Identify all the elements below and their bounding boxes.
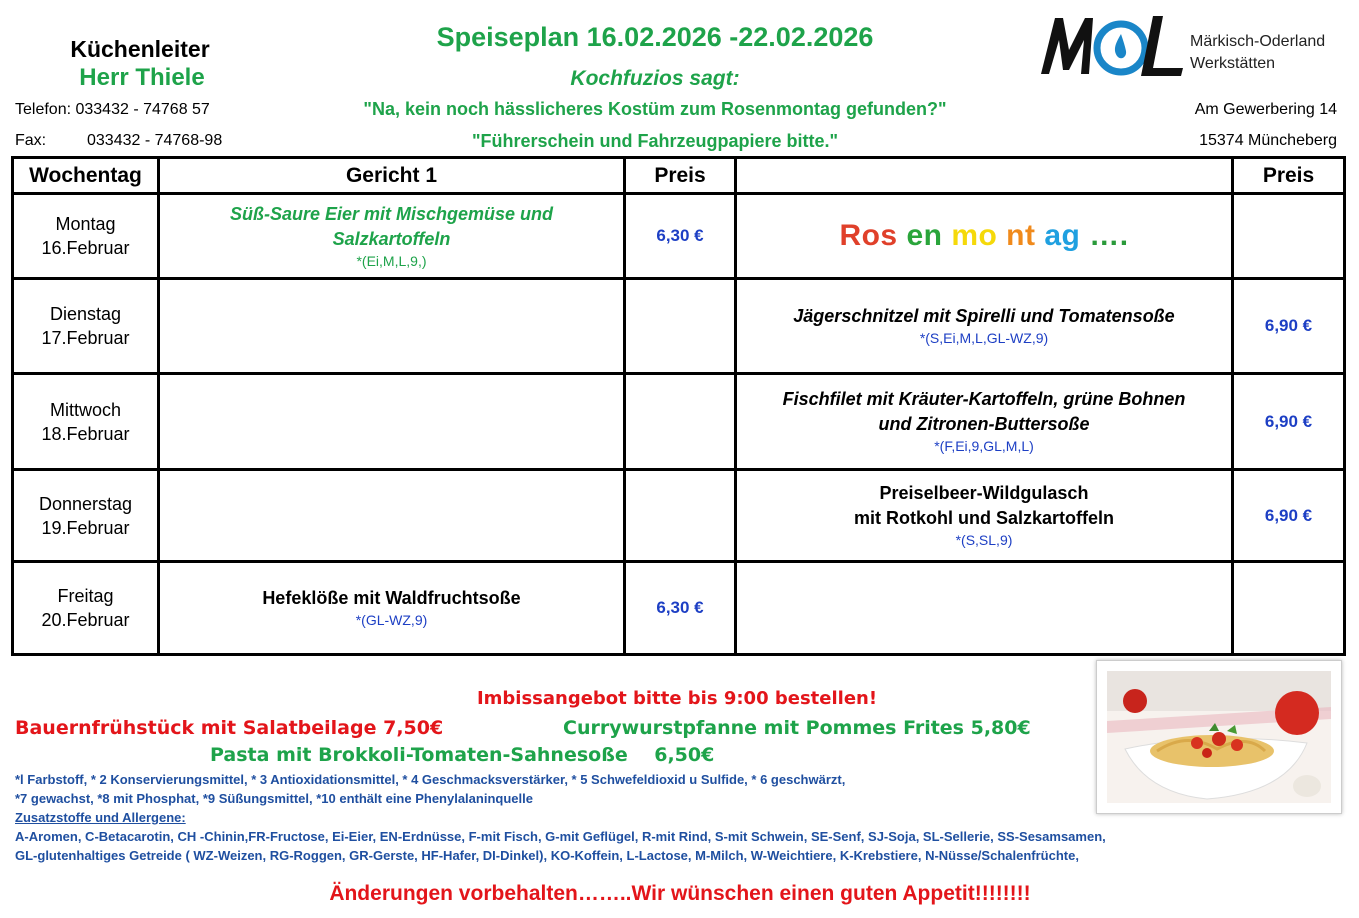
weekday-cell — [13, 279, 159, 374]
rosenmontag-part: en — [906, 219, 943, 252]
dish-2-cell — [736, 194, 1233, 279]
allergen-codes: *(Ei,M,L,9,) — [356, 252, 427, 269]
chef-label: Küchenleiter — [70, 36, 210, 62]
price: 6,90 € — [1264, 505, 1313, 525]
allergen-codes: *(F,Ei,9,GL,M,L) — [934, 438, 1034, 454]
price-2-cell — [1233, 470, 1345, 562]
rosenmontag-part: …. — [1089, 219, 1129, 252]
dish-2-cell — [736, 279, 1233, 374]
price-1-cell — [625, 194, 736, 279]
table-row — [13, 470, 1345, 562]
weekday-cell — [13, 470, 159, 562]
menu-table — [11, 156, 1346, 656]
dish-name: Hefeklöße mit Waldfruchtsoße — [262, 588, 521, 608]
dish-name: Jägerschnitzel mit Spirelli und Tomatensoße — [793, 306, 1175, 326]
weekday: Freitag — [57, 586, 114, 606]
dish-1-cell — [159, 470, 625, 562]
header-dish-2 — [736, 158, 1233, 194]
rosenmontag-part: Ros — [839, 219, 898, 252]
snack-item-1: Bauernfrühstück mit Salatbeilage 7,50€ — [15, 717, 444, 739]
date: 17.Februar — [41, 328, 130, 348]
weekday-cell — [13, 562, 159, 655]
rosenmontag-part: ag — [1044, 219, 1081, 252]
address-street: Am Gewerbering 14 — [1194, 101, 1337, 118]
table-header-row — [13, 158, 1345, 194]
date: 20.Februar — [41, 610, 130, 630]
price-2-cell — [1233, 374, 1345, 470]
header-dish-1: Gericht 1 — [159, 158, 625, 194]
phone: Telefon: 033432 - 74768 57 — [15, 101, 210, 118]
dish-name: Preiselbeer-Wildgulasch — [879, 483, 1089, 503]
dish-name: Fischfilet mit Kräuter-Kartoffeln, grüne Bohnen — [782, 389, 1186, 409]
allergen-codes: *(S,Ei,M,L,GL-WZ,9) — [919, 330, 1049, 346]
table-row — [13, 374, 1345, 470]
quote-2: "Führerschein und Fahrzeugpapiere bitte." — [471, 131, 839, 151]
address-city: 15374 Müncheberg — [1199, 132, 1337, 149]
dish-name: Salzkartoffeln — [332, 228, 451, 249]
dish-name: mit Rotkohl und Salzkartoffeln — [853, 508, 1114, 528]
allergens-line-2: GL-glutenhaltiges Getreide ( WZ-Weizen, RG-Roggen, GR-Gerste, HF-Hafer, DI-Dinkel), KO-Koffein, L-Lactose, M-Milch, W-Weichtiere, K-Krebstiere, N-Nüsse/Schalenfrüchte, — [15, 848, 1079, 863]
snack-item-2: Currywurstpfanne mit Pommes Frites 5,80€ — [563, 717, 1031, 739]
allergens-heading: Zusatzstoffe und Allergene: — [15, 810, 186, 825]
rosenmontag-part: mo — [951, 219, 998, 252]
rosenmontag-text — [839, 219, 1128, 252]
price-2-cell — [1233, 194, 1345, 279]
mol-logo — [1035, 10, 1195, 82]
table-row — [13, 562, 1345, 655]
table-row — [13, 279, 1345, 374]
price-2-cell — [1233, 562, 1345, 655]
dish-name: Süß-Saure Eier mit Mischgemüse und — [229, 203, 554, 224]
rosenmontag-part: nt — [1006, 219, 1036, 252]
table-row — [13, 194, 1345, 279]
logo-line-1: Märkisch-Oderland — [1190, 33, 1326, 50]
mol-logo-graphic — [1035, 10, 1195, 82]
weekday: Dienstag — [49, 304, 122, 324]
snack-order-note: Imbissangebot bitte bis 9:00 bestellen! — [476, 688, 878, 709]
date: 19.Februar — [41, 517, 130, 538]
pasta-image — [1097, 661, 1341, 813]
header-price-2: Preis — [1233, 158, 1345, 194]
price-1-cell — [625, 470, 736, 562]
logo-line-2: Werkstätten — [1190, 55, 1276, 72]
allergen-codes: *(GL-WZ,9) — [355, 612, 428, 628]
header-price-1: Preis — [625, 158, 736, 194]
dish-2-cell — [736, 470, 1233, 562]
quote-1: "Na, kein noch hässlicheres Kostüm zum Rosenmontag gefunden?" — [363, 99, 947, 119]
weekday-cell — [13, 194, 159, 279]
subtitle: Kochfuzios sagt: — [570, 67, 740, 90]
dish-name: und Zitronen-Buttersoße — [878, 414, 1090, 434]
price-2-cell — [1233, 279, 1345, 374]
dish-2-cell — [736, 562, 1233, 655]
weekday: Donnerstag — [38, 493, 133, 514]
date: 18.Februar — [41, 423, 130, 444]
price: 6,30 € — [656, 598, 704, 617]
additives-line-1: *l Farbstoff, * 2 Konservierungsmittel, * 3 Antioxidationsmittel, * 4 Geschmacksverstärker, * 5 Schwefeldioxid u Sulfide, * 6 geschwärzt, — [15, 772, 846, 787]
price: 6,30 € — [656, 226, 704, 245]
closing-note: Änderungen vorbehalten……..Wir wünschen einen guten Appetit!!!!!!!! — [329, 882, 1031, 905]
header-weekday: Wochentag — [13, 158, 159, 194]
dish-1-cell — [159, 194, 625, 279]
weekday-cell — [13, 374, 159, 470]
dish-1-cell — [159, 562, 625, 655]
additives-line-2: *7 gewachst, *8 mit Phosphat, *9 Süßungsmittel, *10 enthält eine Phenylalaninquelle — [15, 791, 533, 806]
dish-1-cell — [159, 374, 625, 470]
allergen-codes: *(S,SL,9) — [955, 532, 1013, 548]
price-1-cell — [625, 562, 736, 655]
fax-number: 033432 - 74768-98 — [87, 132, 223, 149]
fax-label: Fax: — [15, 132, 47, 149]
price-1-cell — [625, 279, 736, 374]
dish-1-cell — [159, 279, 625, 374]
chef-name: Herr Thiele — [79, 64, 205, 91]
price-1-cell — [625, 374, 736, 470]
weekday: Mittwoch — [49, 399, 121, 420]
weekday: Montag — [55, 214, 116, 234]
dish-2-cell — [736, 374, 1233, 470]
price: 6,90 € — [1264, 316, 1313, 335]
price: 6,90 € — [1264, 411, 1313, 431]
allergens-line-1: A-Aromen, C-Betacarotin, CH -Chinin,FR-Fructose, Ei-Eier, EN-Erdnüsse, F-mit Fisch, G-mit Geflügel, R-mit Rind, S-mit Schwein, SE-Senf, SJ-Soja, SL-Sellerie, SS-Sesamsamen, — [15, 829, 1106, 844]
pasta-photo — [1096, 660, 1342, 814]
snack-item-3: Pasta mit Brokkoli-Tomaten-Sahnesoße 6,50€ — [210, 744, 715, 766]
page-title: Speiseplan 16.02.2026 -22.02.2026 — [436, 22, 874, 52]
date: 16.Februar — [41, 238, 130, 258]
